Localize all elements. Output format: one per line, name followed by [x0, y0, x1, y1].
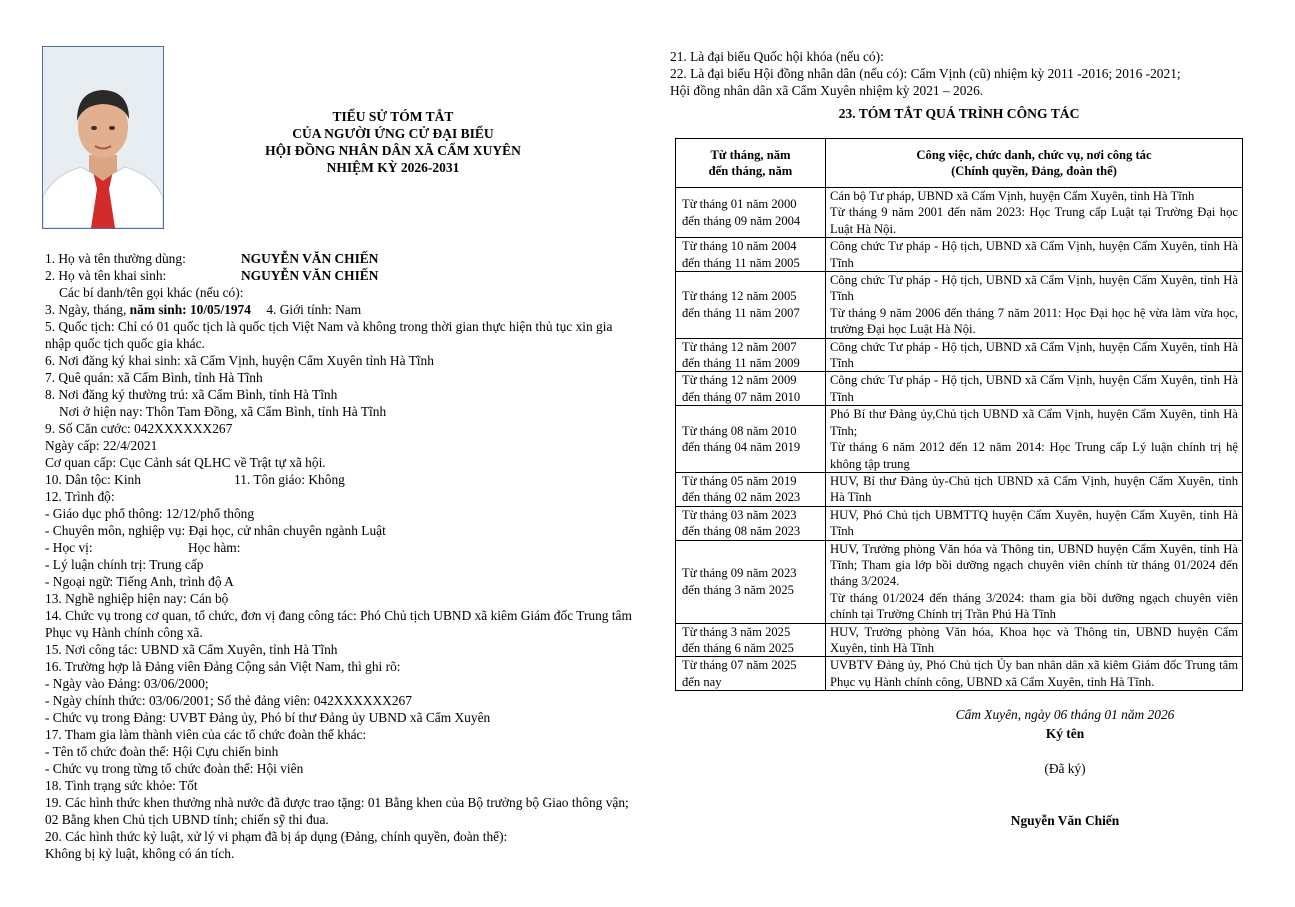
- period-from: Từ tháng 05 năm 2019: [682, 473, 797, 488]
- period-column-header: [676, 139, 826, 188]
- political-theory: - Lý luận chính trị: Trung cấp: [45, 557, 204, 572]
- discipline-heading: 20. Các hình thức kỷ luật, xử lý vi phạm đã bị áp dụng (Đảng, chính quyền, đoàn thể):: [45, 829, 508, 844]
- discipline-value: Không bị kỷ luật, không có án tích.: [45, 846, 235, 861]
- period-cell: [676, 238, 826, 272]
- job-description: Công chức Tư pháp - Hộ tịch, UBND xã Cẩm Vịnh, huyện Cẩm Xuyên, tỉnh Hà Tĩnh: [830, 339, 1238, 371]
- delegate-history: [670, 48, 1260, 99]
- ethnicity-religion: [45, 471, 635, 488]
- document-header: [196, 108, 590, 176]
- job-description: HUV, Bí thư Đảng ủy-Chủ tịch UBND xã Cẩm Vịnh, huyện Cẩm Xuyên, tỉnh Hà Tĩnh: [830, 473, 1238, 505]
- organizations-heading: 17. Tham gia làm thành viên của các tổ chức đoàn thể khác:: [45, 727, 367, 742]
- period-to: đến tháng 04 năm 2019: [682, 440, 801, 455]
- job-cell: [826, 472, 1243, 506]
- academic-degree-label: - Học vị:: [45, 540, 93, 555]
- period-to: đến tháng 07 năm 2010: [682, 389, 801, 404]
- job-cell: [826, 406, 1243, 473]
- job-cell: [826, 623, 1243, 657]
- occupation: 13. Nghề nghiệp hiện nay: Cán bộ: [45, 591, 229, 606]
- job-cell: [826, 338, 1243, 372]
- period-cell: [676, 657, 826, 691]
- period-header-line-2: đến tháng, năm: [708, 164, 793, 178]
- period-cell: [676, 272, 826, 339]
- period-cell: [676, 506, 826, 540]
- birth-name-value: NGUYỄN VĂN CHIẾN: [241, 268, 379, 283]
- period-from: Từ tháng 12 năm 2007: [682, 339, 797, 354]
- period-from: Từ tháng 03 năm 2023: [682, 507, 797, 522]
- foreign-language: - Ngoại ngữ: Tiếng Anh, trình độ A: [45, 574, 234, 589]
- hometown: 7. Quê quán: xã Cẩm Bình, tỉnh Hà Tĩnh: [45, 370, 263, 385]
- organization-position: - Chức vụ trong từng tổ chức đoàn thể: Hội viên: [45, 761, 304, 776]
- period-from: Từ tháng 09 năm 2023: [682, 566, 797, 581]
- academic-title-label: Học hàm:: [188, 540, 241, 555]
- party-join-date: - Ngày vào Đảng: 03/06/2000;: [45, 676, 209, 691]
- id-number: 9. Số Căn cước: 042XXXXXX267: [45, 421, 233, 436]
- national-assembly-line: 21. Là đại biểu Quốc hội khóa (nếu có):: [670, 49, 884, 64]
- signed-note: (Đã ký): [1044, 761, 1086, 776]
- table-row: [676, 406, 1243, 473]
- birth-registration: 6. Nơi đăng ký khai sinh: xã Cẩm Vịnh, huyện Cẩm Xuyên tỉnh Hà Tĩnh: [45, 353, 434, 368]
- organization-name: - Tên tổ chức đoàn thể: Hội Cựu chiến binh: [45, 744, 279, 759]
- job-note: Từ tháng 9 năm 2006 đến tháng 7 năm 2011: Học Đại học hệ vừa làm vừa học, trường Đại học Luật Hà Nội.: [830, 305, 1238, 337]
- job-description: UVBTV Đảng ủy, Phó Chủ tịch Ủy ban nhân dân xã kiêm Giám đốc Trung tâm Phục vụ Hành chính công, UBND xã Cẩm Xuyên, tỉnh Hà Tĩnh.: [830, 658, 1238, 689]
- table-row: [676, 623, 1243, 657]
- current-position: 14. Chức vụ trong cơ quan, tổ chức, đơn vị đang công tác: Phó Chủ tịch UBND xã kiêm Giám đốc Trung tâm Phục vụ Hành chính công xã.: [45, 608, 632, 640]
- peoples-council-line: 22. Là đại biểu Hội đồng nhân dân (nếu có): Cẩm Vịnh (cũ) nhiệm kỳ 2011 -2016; 2016 -2021;: [670, 66, 1181, 81]
- party-official-date: - Ngày chính thức: 03/06/2001; Số thẻ đảng viên: 042XXXXXX267: [45, 693, 412, 708]
- job-cell: [826, 188, 1243, 238]
- period-to: đến tháng 6 năm 2025: [682, 640, 794, 655]
- job-description: HUV, Phó Chủ tịch UBMTTQ huyện Cẩm Xuyên, huyện Cẩm Xuyên, tỉnh Hà Tĩnh: [830, 507, 1238, 539]
- job-note: Từ tháng 6 năm 2012 đến 12 năm 2014: Học Trung cấp Lý luận chính trị hệ không tập trung: [830, 440, 1238, 471]
- permanent-residence: 8. Nơi đăng ký thường trú: xã Cẩm Bình, tỉnh Hà Tĩnh: [45, 387, 338, 402]
- job-description: Công chức Tư pháp - Hộ tịch, UBND xã Cẩm Vịnh, huyện Cẩm Xuyên, tỉnh Hà Tĩnh: [830, 373, 1238, 404]
- work-history-title: 23. TÓM TẮT QUÁ TRÌNH CÔNG TÁC: [838, 106, 1080, 121]
- signature-block: [880, 706, 1250, 829]
- bio-line-3: [45, 301, 635, 318]
- period-cell: [676, 338, 826, 372]
- job-description: Cán bộ Tư pháp, UBND xã Cẩm Vịnh, huyện Cẩm Xuyên, tỉnh Hà Tĩnh: [830, 189, 1195, 203]
- period-to: đến tháng 11 năm 2009: [682, 356, 800, 371]
- bio-section: [45, 250, 635, 862]
- job-cell: [826, 272, 1243, 339]
- period-to: đến nay: [682, 674, 722, 689]
- period-from: Từ tháng 12 năm 2009: [682, 373, 797, 388]
- table-row: [676, 506, 1243, 540]
- job-description: HUV, Trưởng phòng Văn hóa, Khoa học và Thông tin, UBND huyện Cẩm Xuyên, tỉnh Hà Tĩnh: [830, 624, 1238, 655]
- job-column-header: [826, 139, 1243, 188]
- job-description: Công chức Tư pháp - Hộ tịch, UBND xã Cẩm Vịnh, huyện Cẩm Xuyên, tỉnh Hà Tĩnh: [830, 273, 1238, 304]
- candidate-photo: [42, 46, 164, 229]
- table-row: [676, 238, 1243, 272]
- job-cell: [826, 372, 1243, 406]
- period-cell: [676, 188, 826, 238]
- professional-degree: - Chuyên môn, nghiệp vụ: Đại học, cử nhân chuyên ngành Luật: [45, 523, 386, 538]
- period-cell: [676, 472, 826, 506]
- signer-name: Nguyễn Văn Chiến: [1010, 813, 1120, 828]
- period-from: Từ tháng 07 năm 2025: [682, 658, 797, 673]
- title-line-1: TIỂU SỬ TÓM TẮT: [332, 109, 454, 124]
- religion: 11. Tôn giáo: Không: [234, 472, 345, 487]
- academic-degree: [45, 539, 635, 556]
- job-cell: [826, 238, 1243, 272]
- period-from: Từ tháng 10 năm 2004: [682, 239, 797, 254]
- period-cell: [676, 623, 826, 657]
- table-row: [676, 188, 1243, 238]
- title-line-3: HỘI ĐỒNG NHÂN DÂN XÃ CẨM XUYÊN: [265, 143, 521, 158]
- bio-line-2: [45, 267, 635, 284]
- education-heading: 12. Trình độ:: [45, 489, 115, 504]
- job-description: Công chức Tư pháp - Hộ tịch, UBND xã Cẩm Vịnh, huyện Cẩm Xuyên, tỉnh Hà Tĩnh: [830, 239, 1238, 270]
- job-cell: [826, 657, 1243, 691]
- birth-name-label: 2. Họ và tên khai sinh:: [45, 268, 167, 283]
- table-header-row: [676, 139, 1243, 188]
- period-to: đến tháng 3 năm 2025: [682, 582, 794, 597]
- job-note: Từ tháng 01/2024 đến tháng 3/2024: tham gia bồi dưỡng ngạch chuyên viên chính tại Trường Chính trị Trần Phú Hà Tĩnh: [830, 590, 1238, 622]
- alias-line: Các bí danh/tên gọi khác (nếu có):: [59, 285, 244, 300]
- awards: 19. Các hình thức khen thưởng nhà nước đã được trao tặng: 01 Bằng khen của Bộ trưởng bộ Giao thông vận; 02 Bằng khen Chủ tịch UBND tỉnh; chiến sỹ thi đua.: [45, 795, 629, 827]
- sign-label: Ký tên: [1045, 726, 1085, 741]
- common-name-label: 1. Họ và tên thường dùng:: [45, 251, 186, 266]
- work-history-rows: [676, 188, 1243, 691]
- job-cell: [826, 506, 1243, 540]
- dob-label: 3. Ngày, tháng,: [45, 302, 130, 317]
- period-from: Từ tháng 3 năm 2025: [682, 624, 791, 639]
- period-cell: [676, 406, 826, 473]
- table-row: [676, 338, 1243, 372]
- common-name-value: NGUYỄN VĂN CHIẾN: [241, 251, 379, 266]
- table-row: [676, 472, 1243, 506]
- party-heading: 16. Trường hợp là Đảng viên Đảng Cộng sản Việt Nam, thì ghi rõ:: [45, 659, 401, 674]
- period-to: đến tháng 11 năm 2005: [682, 255, 800, 270]
- job-header-line-1: Công việc, chức danh, chức vụ, nơi công tác: [916, 147, 1152, 162]
- job-header-line-2: (Chính quyền, Đảng, đoàn thể): [951, 164, 1117, 178]
- job-description: HUV, Trưởng phòng Văn hóa và Thông tin, UBND huyện Cẩm Xuyên, tỉnh Hà Tĩnh; Tham gia lớp bồi dưỡng ngạch chuyên viên chính từ tháng 01/2024 đến tháng 3/2024.: [830, 541, 1238, 589]
- place-date: Cẩm Xuyên, ngày 06 tháng 01 năm 2026: [955, 707, 1175, 722]
- job-cell: [826, 540, 1243, 623]
- dob-value: năm sinh: 10/05/1974: [129, 302, 251, 317]
- work-history-table: [675, 138, 1243, 691]
- period-to: đến tháng 11 năm 2007: [682, 305, 800, 320]
- gender: 4. Giới tính: Nam: [266, 302, 362, 317]
- period-to: đến tháng 08 năm 2023: [682, 524, 801, 539]
- table-row: [676, 372, 1243, 406]
- current-residence: Nơi ở hiện nay: Thôn Tam Đồng, xã Cẩm Bình, tỉnh Hà Tĩnh: [59, 404, 387, 419]
- party-position: - Chức vụ trong Đảng: UVBT Đảng ủy, Phó bí thư Đảng ủy UBND xã Cẩm Xuyên: [45, 710, 491, 725]
- period-cell: [676, 372, 826, 406]
- period-from: Từ tháng 08 năm 2010: [682, 423, 797, 438]
- bio-line-1: [45, 250, 635, 267]
- period-from: Từ tháng 12 năm 2005: [682, 289, 797, 304]
- period-cell: [676, 540, 826, 623]
- period-from: Từ tháng 01 năm 2000: [682, 197, 797, 212]
- period-header-line-1: Từ tháng, năm: [710, 147, 791, 162]
- job-description: Phó Bí thư Đảng ủy,Chủ tịch UBND xã Cẩm Vịnh, huyện Cẩm Xuyên, tỉnh Hà Tĩnh;: [830, 407, 1238, 438]
- workplace: 15. Nơi công tác: UBND xã Cẩm Xuyên, tỉnh Hà Tĩnh: [45, 642, 338, 657]
- peoples-council-line-2: Hội đồng nhân dân xã Cẩm Xuyên nhiệm kỳ 2021 – 2026.: [670, 83, 984, 98]
- id-issue-date: Ngày cấp: 22/4/2021: [45, 438, 158, 453]
- portrait-photo-icon: [43, 47, 163, 228]
- title-line-2: CỦA NGƯỜI ỨNG CỬ ĐẠI BIỂU: [292, 126, 494, 141]
- id-issuer: Cơ quan cấp: Cục Cảnh sát QLHC về Trật tự xã hội.: [45, 455, 326, 470]
- table-row: [676, 272, 1243, 339]
- health-status: 18. Tình trạng sức khỏe: Tốt: [45, 778, 198, 793]
- table-row: [676, 540, 1243, 623]
- period-to: đến tháng 02 năm 2023: [682, 490, 801, 505]
- period-to: đến tháng 09 năm 2004: [682, 213, 801, 228]
- job-note: Từ tháng 9 năm 2001 đến năm 2023: Học Trung cấp Luật tại Trường Đại học Luật Hà Nội.: [830, 205, 1238, 236]
- general-education: - Giáo dục phổ thông: 12/12/phổ thông: [45, 506, 255, 521]
- nationality: 5. Quốc tịch: Chỉ có 01 quốc tịch là quốc tịch Việt Nam và không trong thời gian thực hiện thủ tục xin gia nhập quốc tịch quốc gia khác.: [45, 319, 613, 351]
- ethnicity: 10. Dân tộc: Kinh: [45, 472, 141, 487]
- table-row: [676, 657, 1243, 691]
- title-line-4: NHIỆM KỲ 2026-2031: [326, 160, 460, 175]
